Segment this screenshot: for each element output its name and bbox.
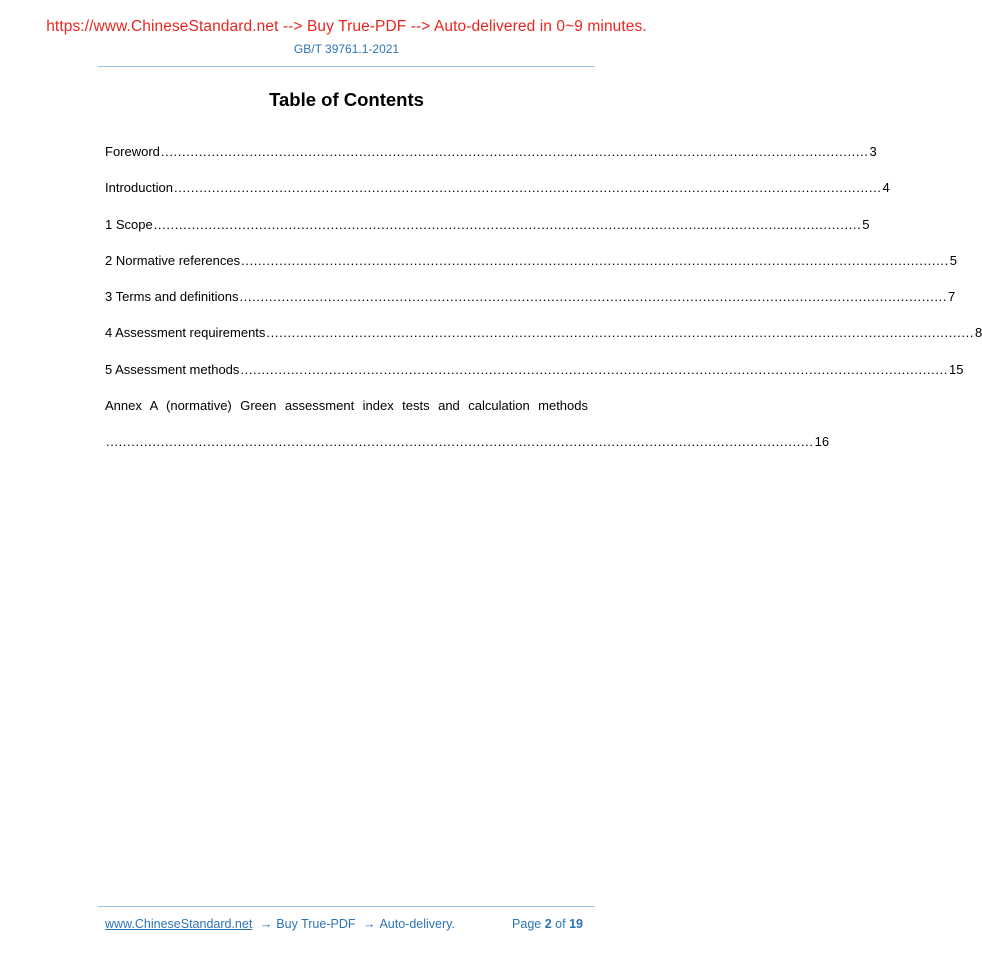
promo-banner[interactable]: https://www.ChineseStandard.net --> Buy True-PDF --> Auto-delivered in 0~9 minutes. xyxy=(46,18,647,35)
toc-entry-assessment-methods[interactable] xyxy=(105,361,964,382)
dot-leader: ........................................................................................................................................................................ xyxy=(106,434,814,450)
toc-entry-label: 1 Scope xyxy=(105,216,153,232)
header-divider xyxy=(98,66,595,67)
table-of-contents xyxy=(105,144,982,471)
dot-leader: ........................................................................................................................................................................ xyxy=(173,180,882,196)
toc-entry-page: 5 xyxy=(949,252,957,268)
dot-leader: ........................................................................................................................................................................ xyxy=(266,325,974,341)
dot-leader: ........................................................................................................................................................................ xyxy=(239,289,948,305)
dot-leader: ........................................................................................................................................................................ xyxy=(240,361,948,377)
toc-entry-page: 5 xyxy=(862,216,870,232)
toc-entry-label: 4 Assessment requirements xyxy=(105,325,266,341)
footer-delivery-text: Auto-delivery. xyxy=(379,917,455,931)
toc-entry-assessment-requirements[interactable] xyxy=(105,325,982,345)
toc-entry-page: 3 xyxy=(869,144,877,159)
toc-entry-introduction[interactable] xyxy=(105,180,890,200)
toc-entry-foreword[interactable] xyxy=(105,144,877,164)
toc-entry-annex-a-page-line[interactable] xyxy=(105,434,830,454)
toc-title: Table of Contents xyxy=(269,89,424,110)
page-indicator xyxy=(512,917,583,931)
toc-entry-label: 3 Terms and definitions xyxy=(105,289,239,305)
dot-leader: ........................................................................................................................................................................ xyxy=(160,144,869,159)
footer-buy-text: Buy True-PDF xyxy=(276,917,356,931)
toc-entry-scope[interactable] xyxy=(105,216,870,237)
page-footer xyxy=(105,917,583,931)
toc-entry-annex-a-label[interactable]: Annex A (normative) Green assessment index tests and calculation methods xyxy=(105,398,588,414)
standard-code: GB/T 39761.1-2021 xyxy=(293,42,400,56)
total-pages-number: 19 xyxy=(569,917,583,931)
arrow-right-icon: → xyxy=(259,917,273,931)
toc-entry-normative-references[interactable] xyxy=(105,252,957,273)
toc-entry-page: 15 xyxy=(949,361,964,377)
toc-entry-page: 7 xyxy=(948,289,956,305)
dot-leader: ........................................................................................................................................................................ xyxy=(153,216,862,232)
toc-entry-label: Foreword xyxy=(105,144,160,159)
footer-promo xyxy=(105,917,455,931)
toc-entry-page: 8 xyxy=(975,325,982,341)
toc-entry-page: 16 xyxy=(814,434,830,450)
current-page-number: 2 xyxy=(544,917,552,931)
toc-entry-label: Introduction xyxy=(105,180,173,196)
toc-entry-label: 5 Assessment methods xyxy=(105,361,240,377)
footer-divider xyxy=(98,906,595,907)
toc-entry-page: 4 xyxy=(882,180,890,196)
of-label: of xyxy=(555,917,566,931)
toc-entry-terms-definitions[interactable] xyxy=(105,289,956,309)
toc-entry-label: 2 Normative references xyxy=(105,252,241,268)
footer-site-link[interactable]: www.ChineseStandard.net xyxy=(105,917,253,931)
page-label: Page xyxy=(512,917,542,931)
arrow-right-icon: → xyxy=(362,917,376,931)
dot-leader: ........................................................................................................................................................................ xyxy=(241,252,949,268)
